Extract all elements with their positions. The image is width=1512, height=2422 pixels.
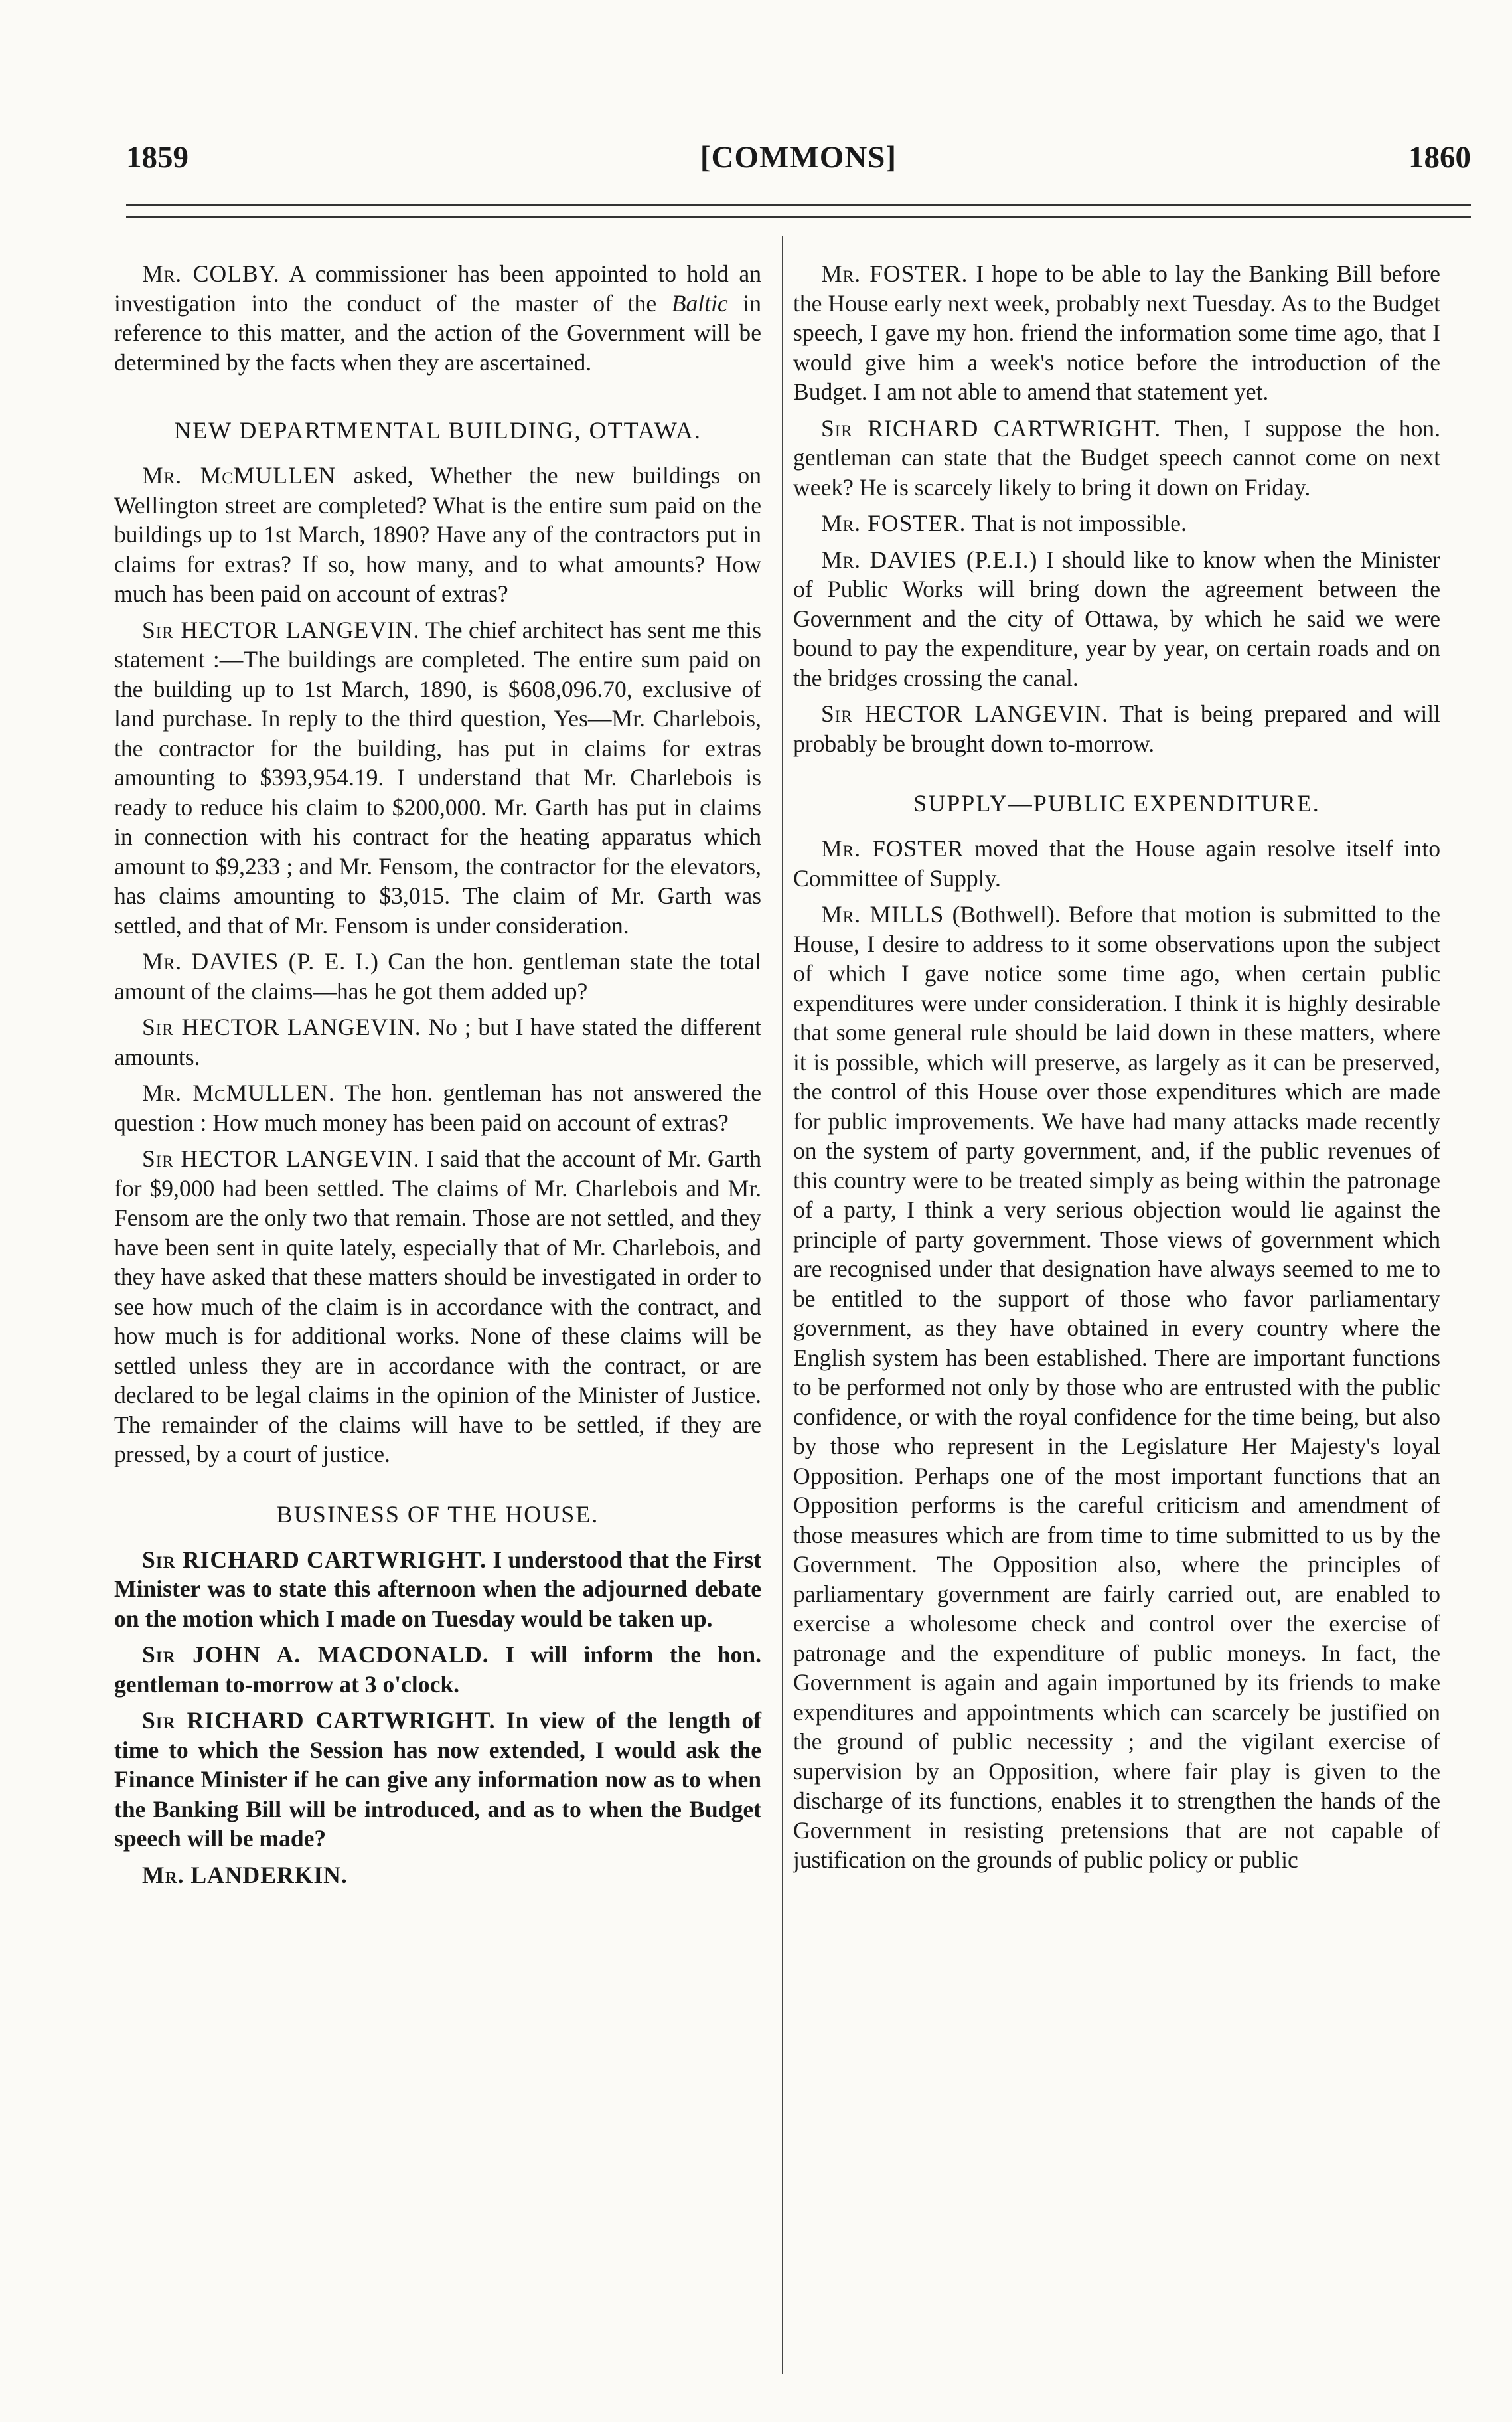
paragraph-text: in reference to this matter, and the action of the Government will be determined by the facts when they are ascertained.: [114, 289, 761, 376]
running-title: [COMMONS]: [700, 140, 897, 175]
left-column: [114, 259, 761, 1896]
speaker-name: Mr. MILLS: [821, 901, 945, 928]
paragraph-langevin-reply: [114, 1012, 761, 1072]
paragraph-cartwright-2: [114, 1706, 761, 1854]
speaker-name: Mr. McMULLEN.: [142, 1080, 335, 1106]
speaker-name: Sir HECTOR LANGEVIN.: [142, 616, 420, 643]
paragraph-text: I said that the account of Mr. Garth for $9,000 had been settled. The claims of Mr. Charlebois and Mr. Fensom are the only two that remain. Those are not settled, and they have been sent in quite lately, especially that of Mr. Charlebois, and they have asked that these matters should be investigated in order to see how much of the claim is in accordance with the contract, and how much is for additional works. None of these claims will be settled unless they are in accordance with the contract, or are declared to be legal claims in the opinion of the Minister of Justice. The remainder of the claims will have to be settled, if they are pressed, by a court of justice.: [114, 1145, 761, 1467]
paragraph-text: moved that the House again resolve itself into Committee of Supply.: [793, 835, 1440, 892]
speaker-name: Sir RICHARD CARTWRIGHT.: [142, 1546, 487, 1573]
speaker-name: Sir JOHN A. MACDONALD.: [142, 1641, 489, 1668]
paragraph-davies-agreement: [793, 545, 1440, 693]
paragraph-text: Can the hon. gentleman state the total amount of the claims—has he got them added up?: [114, 948, 761, 1005]
right-column: [793, 259, 1440, 1882]
speaker-name: Mr. FOSTER: [821, 835, 964, 862]
paragraph-langevin-prepared: [793, 699, 1440, 758]
left-page-number: 1859: [126, 140, 189, 175]
paragraph-text: The chief architect has sent me this statement :—The buildings are completed. The entire sum paid on the building up to 1st March, 1890, is $608,096.70, exclusive of land purchase. In reply to the third question, Yes—Mr. Charlebois, the contractor for the building, has put in claims for extras amounting to $393,954.19. I understand that Mr. Charlebois is ready to reduce his claim to $200,000. Mr. Garth has put in claims in connection with his contract for the heating apparatus which amount to $9,233 ; and Mr. Fensom, the contractor for the elevators, has claims amounting to $3,015. The claim of Mr. Garth was settled, and that of Mr. Fensom is under consideration.: [114, 616, 761, 939]
paragraph-langevin-explanation: [114, 1144, 761, 1469]
paragraph-cartwright-1: [114, 1545, 761, 1634]
paragraph-foster-banking-bill: [793, 259, 1440, 407]
paragraph-mills-speech: [793, 900, 1440, 1875]
paragraph-text: I understood that the First Minister was to state this afternoon when the adjourned debate on the motion which I made on Tuesday would be taken up.: [114, 1546, 761, 1632]
column-divider: [782, 236, 783, 2374]
paragraph-mcmullen-followup: [114, 1078, 761, 1137]
speaker-name: Mr. LANDERKIN.: [142, 1861, 348, 1888]
speaker-name: Mr. McMULLEN: [142, 462, 337, 489]
paragraph-text: (Bothwell). Before that motion is submitted to the House, I desire to address to it some observations upon the subject of which I gave notice some time ago, when certain public expenditures were under consideration. I think it is highly desirable that some general rule should be laid down in these matters, where it is possible, which will preserve, as largely as it can be preserved, the control of this House over those expenditures which are made for public improvements. We have had many attacks made recently on the system of party government, and, if the public revenues of this country were to be treated simply as being within the patronage of a party, I think a very serious objection would lie against the principle of party government. Those views of government which are recognised under that designation have always seemed to me to be entitled to the support of those who favor parliamentary government, as they have obtained in every country where the English system has been established. There are important functions to be performed not only by those who are entrusted with the public confidence, or with the royal confidence for the time being, but also by those who represent in the Legislature Her Majesty's loyal Opposition. Perhaps one of the most important functions that an Opposition performs is the careful criticism and amendment of those measures which are from time to time submitted to us by the Government. The Opposition also, where the principles of parliamentary government are fairly carried out, are enabled to exercise a wholesome check and control over the exercise of patronage and the expenditure of public moneys. In fact, the Government is again and again importuned by its friends to make expenditures and appointments which can scarcely be justified on the ground of public necessity ; and the vigilant exercise of supervision by an Opposition, where fair play is given to the discharge of its functions, enables it to strengthen the hands of the Government in resisting pretensions that are not capable of justification on the grounds of public policy or public: [793, 901, 1440, 1873]
speaker-name: Mr. FOSTER.: [821, 260, 968, 287]
speaker-name: Mr. DAVIES (P. E. I.): [142, 948, 379, 975]
header-rule-thick: [126, 216, 1471, 218]
paragraph-davies-question: [114, 947, 761, 1006]
paragraph-mcmullen-question: [114, 461, 761, 609]
paragraph-text: Then, I suppose the hon. gentleman can state that the Budget speech cannot come on next week? He is scarcely likely to bring it down on Friday.: [793, 414, 1440, 501]
paragraph-foster-motion: [793, 834, 1440, 893]
paragraph-text: In view of the length of time to which the Session has now extended, I would ask the Finance Minister if he can give any information now as to when the Banking Bill will be introduced, and as to when the Budget speech will be made?: [114, 1707, 761, 1852]
paragraph-macdonald: [114, 1640, 761, 1699]
right-page-number: 1860: [1408, 140, 1471, 175]
speaker-name: Sir HECTOR LANGEVIN.: [142, 1014, 421, 1040]
paragraph-text: That is not impossible.: [971, 510, 1187, 536]
speaker-name: Sir HECTOR LANGEVIN.: [821, 700, 1108, 727]
speaker-name: Sir RICHARD CARTWRIGHT.: [821, 414, 1162, 442]
ship-name: Baltic: [671, 289, 728, 317]
speaker-name: Mr. COLBY.: [142, 260, 280, 287]
paragraph-text: I should like to know when the Minister of Public Works will bring down the agreement between the Government and the city of Ottawa, by which he said we were bound to pay the expenditure, year by year, on certain roads and on the bridges crossing the canal.: [793, 546, 1441, 691]
paragraph-langevin-answer: [114, 615, 761, 941]
header-rule-thin: [126, 204, 1471, 206]
paragraph-text: I will inform the hon. gentleman to-morrow at 3 o'clock.: [114, 1641, 761, 1698]
page-header: [126, 139, 1471, 186]
paragraph-cartwright-budget: [793, 414, 1440, 503]
paragraph-text: A commissioner has been appointed to hold an investigation into the conduct of the master of the: [114, 260, 761, 317]
speaker-name: Sir HECTOR LANGEVIN.: [142, 1145, 420, 1172]
paragraph-text: That is being prepared and will probably be brought down to-morrow.: [793, 700, 1440, 757]
paragraph-text: No ; but I have stated the different amounts.: [114, 1014, 761, 1070]
speaker-name: Sir RICHARD CARTWRIGHT.: [142, 1707, 496, 1734]
section-heading-supply-public-expenditure: SUPPLY—PUBLIC EXPENDITURE.: [913, 790, 1320, 817]
paragraph-landerkin: [114, 1860, 761, 1890]
paragraph-text: The hon. gentleman has not answered the question : How much money has been paid on account of extras?: [114, 1080, 761, 1136]
section-heading-business-of-the-house: BUSINESS OF THE HOUSE.: [276, 1500, 599, 1528]
paragraph-colby: [114, 259, 761, 377]
section-heading-new-departmental-building: NEW DEPARTMENTAL BUILDING, OTTAWA.: [174, 417, 702, 444]
paragraph-text: asked, Whether the new buildings on Wellington street are completed? What is the entire sum paid on the buildings up to 1st March, 1890? Have any of the contractors put in claims for extras? If so, how many, and to what amounts? How much has been paid on account of extras?: [114, 462, 761, 607]
paragraph-foster-reply: [793, 509, 1440, 538]
speaker-name: Mr. DAVIES (P.E.I.): [821, 546, 1038, 573]
speaker-name: Mr. FOSTER.: [821, 510, 966, 536]
paragraph-text: I hope to be able to lay the Banking Bill before the House early next week, probably next Tuesday. As to the Budget speech, I gave my hon. friend the information some time ago, that I would give him a week's notice before the introduction of the Budget. I am not able to amend that statement yet.: [793, 260, 1440, 405]
